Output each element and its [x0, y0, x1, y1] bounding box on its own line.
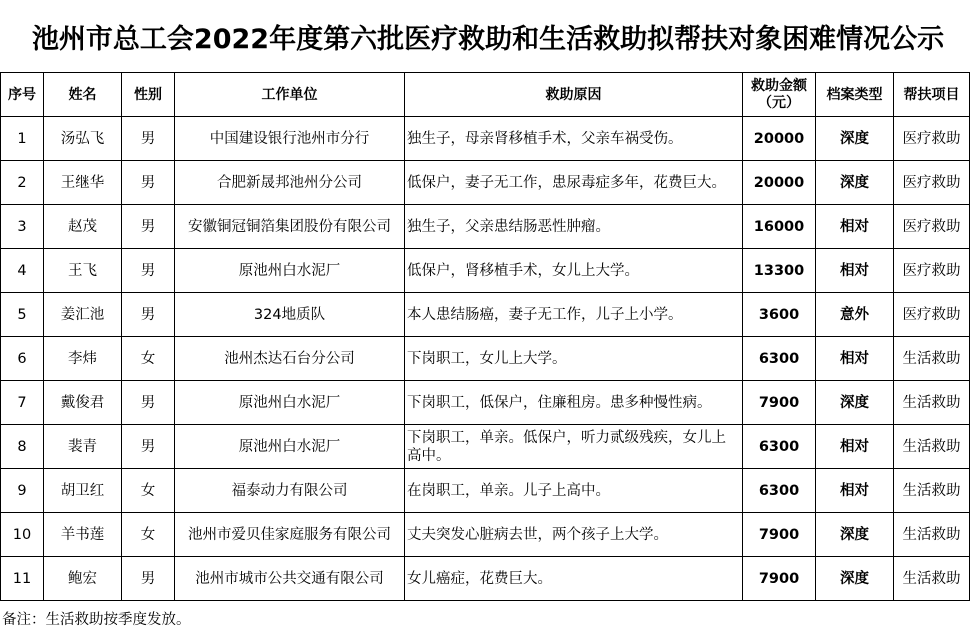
- cell-gender: 女: [122, 337, 175, 381]
- table-row: [1, 337, 970, 381]
- cell-reason: 独生子，母亲肾移植手术，父亲车祸受伤。: [405, 117, 743, 161]
- cell-reason: 下岗职工，低保户，住廉租房。患多种慢性病。: [405, 381, 743, 425]
- header-unit: 工作单位: [175, 73, 405, 117]
- cell-no: 1: [1, 117, 44, 161]
- table-row: [1, 293, 970, 337]
- cell-unit: 原池州白水泥厂: [175, 381, 405, 425]
- table-row: [1, 469, 970, 513]
- cell-aid-item: 医疗救助: [894, 293, 970, 337]
- cell-reason: 女儿癌症，花费巨大。: [405, 557, 743, 601]
- cell-unit: 324地质队: [175, 293, 405, 337]
- header-amount-line2: （元）: [758, 94, 800, 111]
- cell-unit: 合肥新晟邦池州分公司: [175, 161, 405, 205]
- table-row: [1, 513, 970, 557]
- page-title: 池州市总工会2022年度第六批医疗救助和生活救助拟帮扶对象困难情况公示: [31, 23, 945, 55]
- cell-reason: 低保户，妻子无工作，患尿毒症多年，花费巨大。: [405, 161, 743, 205]
- cell-name: 汤弘飞: [44, 117, 122, 161]
- cell-archive-type: 深度: [816, 117, 894, 161]
- cell-name: 鲍宏: [44, 557, 122, 601]
- cell-name: 赵茂: [44, 205, 122, 249]
- cell-no: 6: [1, 337, 44, 381]
- cell-reason: 在岗职工，单亲。儿子上高中。: [405, 469, 743, 513]
- cell-archive-type: 意外: [816, 293, 894, 337]
- header-name: 姓名: [44, 73, 122, 117]
- cell-no: 4: [1, 249, 44, 293]
- header-no: 序号: [1, 73, 44, 117]
- cell-aid-item: 医疗救助: [894, 205, 970, 249]
- cell-name: 王飞: [44, 249, 122, 293]
- cell-aid-item: 生活救助: [894, 381, 970, 425]
- cell-name: 胡卫红: [44, 469, 122, 513]
- cell-reason: 丈夫突发心脏病去世，两个孩子上大学。: [405, 513, 743, 557]
- header-row: [1, 73, 970, 117]
- cell-amount: 3600: [743, 293, 816, 337]
- cell-amount: 6300: [743, 469, 816, 513]
- cell-amount: 20000: [743, 117, 816, 161]
- cell-gender: 男: [122, 381, 175, 425]
- header-aid-item: 帮扶项目: [894, 73, 970, 117]
- cell-gender: 男: [122, 161, 175, 205]
- cell-aid-item: 医疗救助: [894, 117, 970, 161]
- cell-name: 王继华: [44, 161, 122, 205]
- header-gender: 性别: [122, 73, 175, 117]
- cell-reason: 下岗职工，单亲。低保户，听力贰级残疾，女儿上高中。: [405, 425, 743, 469]
- cell-no: 9: [1, 469, 44, 513]
- cell-unit: 池州杰达石台分公司: [175, 337, 405, 381]
- cell-unit: 池州市城市公共交通有限公司: [175, 557, 405, 601]
- cell-reason: 独生子，父亲患结肠恶性肿瘤。: [405, 205, 743, 249]
- cell-gender: 男: [122, 117, 175, 161]
- table-row: [1, 117, 970, 161]
- cell-amount: 20000: [743, 161, 816, 205]
- cell-gender: 女: [122, 469, 175, 513]
- cell-reason: 下岗职工，女儿上大学。: [405, 337, 743, 381]
- table-row: [1, 425, 970, 469]
- cell-unit: 原池州白水泥厂: [175, 249, 405, 293]
- cell-name: 李炜: [44, 337, 122, 381]
- cell-name: 戴俊君: [44, 381, 122, 425]
- cell-amount: 6300: [743, 425, 816, 469]
- cell-no: 5: [1, 293, 44, 337]
- cell-unit: 池州市爱贝佳家庭服务有限公司: [175, 513, 405, 557]
- cell-archive-type: 深度: [816, 513, 894, 557]
- header-amount-line1: 救助金额: [751, 77, 807, 94]
- aid-table: [0, 72, 970, 601]
- cell-no: 3: [1, 205, 44, 249]
- cell-no: 11: [1, 557, 44, 601]
- cell-reason: 本人患结肠癌，妻子无工作，儿子上小学。: [405, 293, 743, 337]
- table-row: [1, 557, 970, 601]
- cell-archive-type: 深度: [816, 557, 894, 601]
- header-amount: [743, 73, 816, 117]
- cell-amount: 7900: [743, 557, 816, 601]
- cell-aid-item: 生活救助: [894, 513, 970, 557]
- cell-gender: 女: [122, 513, 175, 557]
- table-row: [1, 381, 970, 425]
- cell-gender: 男: [122, 557, 175, 601]
- table-row: [1, 205, 970, 249]
- cell-aid-item: 医疗救助: [894, 161, 970, 205]
- cell-aid-item: 生活救助: [894, 337, 970, 381]
- cell-archive-type: 深度: [816, 161, 894, 205]
- footnote: 备注：生活救助按季度发放。: [2, 612, 191, 628]
- cell-amount: 16000: [743, 205, 816, 249]
- cell-archive-type: 相对: [816, 205, 894, 249]
- cell-amount: 13300: [743, 249, 816, 293]
- cell-no: 10: [1, 513, 44, 557]
- cell-aid-item: 生活救助: [894, 469, 970, 513]
- cell-no: 2: [1, 161, 44, 205]
- cell-archive-type: 相对: [816, 249, 894, 293]
- cell-amount: 7900: [743, 513, 816, 557]
- cell-unit: 原池州白水泥厂: [175, 425, 405, 469]
- cell-unit: 福泰动力有限公司: [175, 469, 405, 513]
- cell-archive-type: 相对: [816, 337, 894, 381]
- table-row: [1, 161, 970, 205]
- cell-gender: 男: [122, 293, 175, 337]
- cell-no: 7: [1, 381, 44, 425]
- cell-name: 姜汇池: [44, 293, 122, 337]
- cell-aid-item: 医疗救助: [894, 249, 970, 293]
- cell-unit: 安徽铜冠铜箔集团股份有限公司: [175, 205, 405, 249]
- cell-reason: 低保户，肾移植手术，女儿上大学。: [405, 249, 743, 293]
- cell-gender: 男: [122, 249, 175, 293]
- cell-archive-type: 相对: [816, 469, 894, 513]
- header-archive-type: 档案类型: [816, 73, 894, 117]
- cell-name: 裴青: [44, 425, 122, 469]
- cell-no: 8: [1, 425, 44, 469]
- cell-amount: 7900: [743, 381, 816, 425]
- cell-archive-type: 相对: [816, 425, 894, 469]
- cell-archive-type: 深度: [816, 381, 894, 425]
- cell-name: 羊书莲: [44, 513, 122, 557]
- cell-aid-item: 生活救助: [894, 425, 970, 469]
- cell-unit: 中国建设银行池州市分行: [175, 117, 405, 161]
- table-row: [1, 249, 970, 293]
- header-reason: 救助原因: [405, 73, 743, 117]
- cell-gender: 男: [122, 205, 175, 249]
- cell-aid-item: 生活救助: [894, 557, 970, 601]
- cell-amount: 6300: [743, 337, 816, 381]
- cell-gender: 男: [122, 425, 175, 469]
